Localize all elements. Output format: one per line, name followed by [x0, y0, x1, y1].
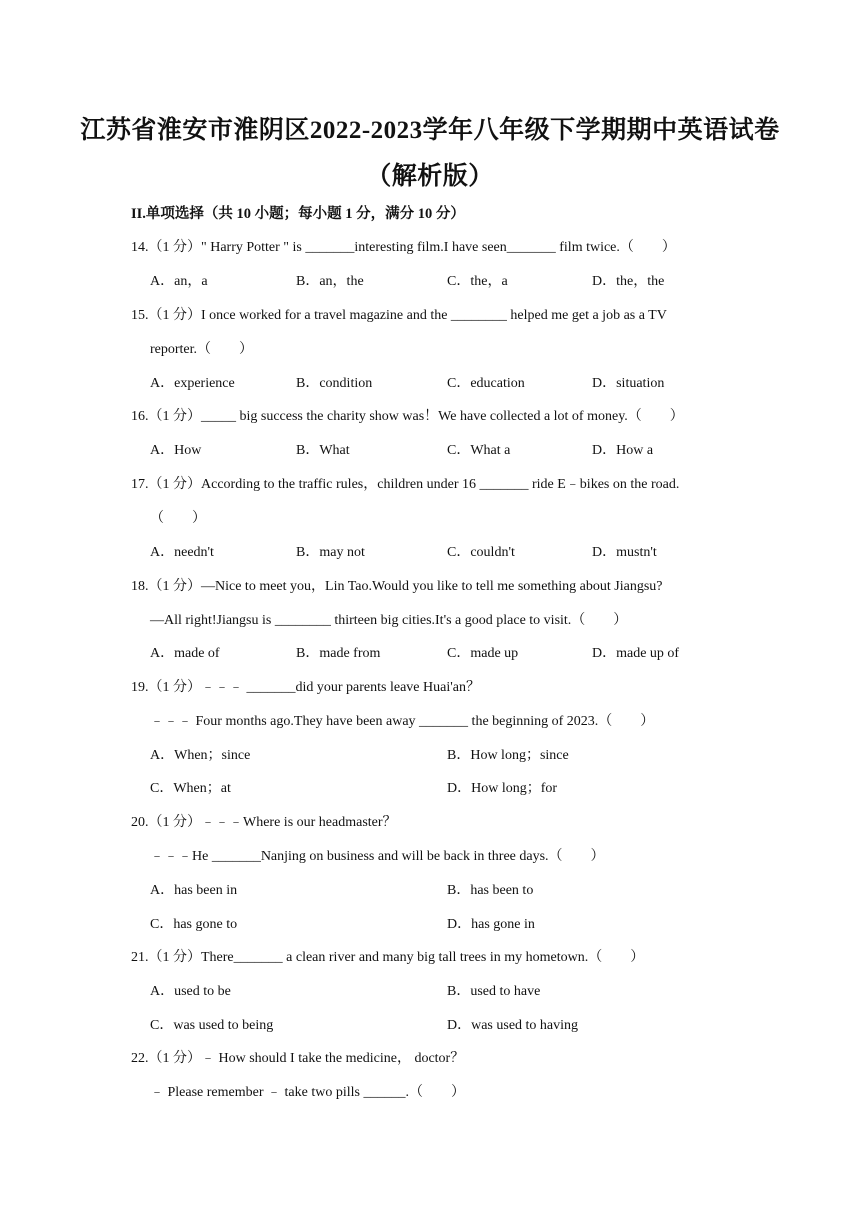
- q19-option-d: D．How long；for: [447, 781, 558, 796]
- question-16-line: 16.（1 分）_____ big success the charity show was！We have collected a lot of money.（ ）: [131, 409, 684, 424]
- q16-option-d: D．How a: [592, 443, 654, 458]
- q17-option-c: C．couldn't: [447, 545, 515, 560]
- q18-option-a: A．made of: [150, 646, 220, 661]
- q19-option-a: A．When；since: [150, 748, 251, 763]
- q20-option-b: B．has been to: [447, 883, 534, 898]
- question-15-line-2: reporter.（ ）: [150, 342, 254, 357]
- question-19-line: 19.（1 分）﹣﹣﹣ _______did your parents leave Huai'an？: [131, 680, 480, 695]
- q20-option-d: D．has gone in: [447, 917, 535, 932]
- question-17-line: 17.（1 分）According to the traffic rules，children under 16 _______ ride E﹣bikes on the road.: [131, 477, 680, 492]
- question-20-line-2: ﹣﹣﹣He _______Nanjing on business and will be back in three days.（ ）: [150, 849, 605, 864]
- q14-option-c: C．the，a: [447, 274, 508, 289]
- q19-option-b: B．How long；since: [447, 748, 569, 763]
- question-21-line: 21.（1 分）There_______ a clean river and many big tall trees in my hometown.（ ）: [131, 950, 645, 965]
- question-14-line: 14.（1 分）" Harry Potter " is _______interesting film.I have seen_______ film twice.（ ）: [131, 240, 676, 255]
- question-22-line-2: ﹣ Please remember ﹣ take two pills ______.（ ）: [150, 1085, 465, 1100]
- q16-option-a: A．How: [150, 443, 202, 458]
- question-15-line: 15.（1 分）I once worked for a travel magazine and the ________ helped me get a job as a TV: [131, 308, 667, 323]
- question-18-line: 18.（1 分）—Nice to meet you，Lin Tao.Would you like to tell me something about Jiangsu?: [131, 579, 663, 594]
- question-20-line: 20.（1 分）﹣﹣﹣Where is our headmaster？: [131, 815, 397, 830]
- q18-option-d: D．made up of: [592, 646, 680, 661]
- question-22-line: 22.（1 分）﹣ How should I take the medicine， doctor？: [131, 1051, 465, 1066]
- q17-option-b: B．may not: [296, 545, 365, 560]
- q17-option-a: A．needn't: [150, 545, 214, 560]
- q18-option-b: B．made from: [296, 646, 381, 661]
- q21-option-c: C．was used to being: [150, 1018, 274, 1033]
- q15-option-a: A．experience: [150, 376, 235, 391]
- q19-option-c: C．When；at: [150, 781, 231, 796]
- q14-option-b: B．an，the: [296, 274, 364, 289]
- question-19-line-2: ﹣﹣﹣ Four months ago.They have been away _______ the beginning of 2023.（ ）: [150, 714, 655, 729]
- q20-option-c: C．has gone to: [150, 917, 238, 932]
- q15-option-c: C．education: [447, 376, 525, 391]
- q21-option-b: B．used to have: [447, 984, 541, 999]
- q16-option-b: B．What: [296, 443, 350, 458]
- q16-option-c: C．What a: [447, 443, 511, 458]
- q14-option-d: D．the，the: [592, 274, 665, 289]
- q21-option-d: D．was used to having: [447, 1018, 579, 1033]
- q15-option-b: B．condition: [296, 376, 373, 391]
- q14-option-a: A．an，a: [150, 274, 208, 289]
- q15-option-d: D．situation: [592, 376, 665, 391]
- question-18-line-2: —All right!Jiangsu is ________ thirteen big cities.It's a good place to visit.（ ）: [150, 613, 628, 628]
- document-title: 江苏省淮安市淮阴区2022-2023学年八年级下学期期中英语试卷: [80, 117, 780, 144]
- q20-option-a: A．has been in: [150, 883, 238, 898]
- document-subtitle: （解析版）: [366, 163, 494, 190]
- q21-option-a: A．used to be: [150, 984, 231, 999]
- q17-option-d: D．mustn't: [592, 545, 657, 560]
- section-heading: II.单项选择（共 10 小题；每小题 1 分，满分 10 分）: [131, 206, 465, 222]
- q18-option-c: C．made up: [447, 646, 519, 661]
- question-17-line-2: （ ）: [150, 511, 206, 526]
